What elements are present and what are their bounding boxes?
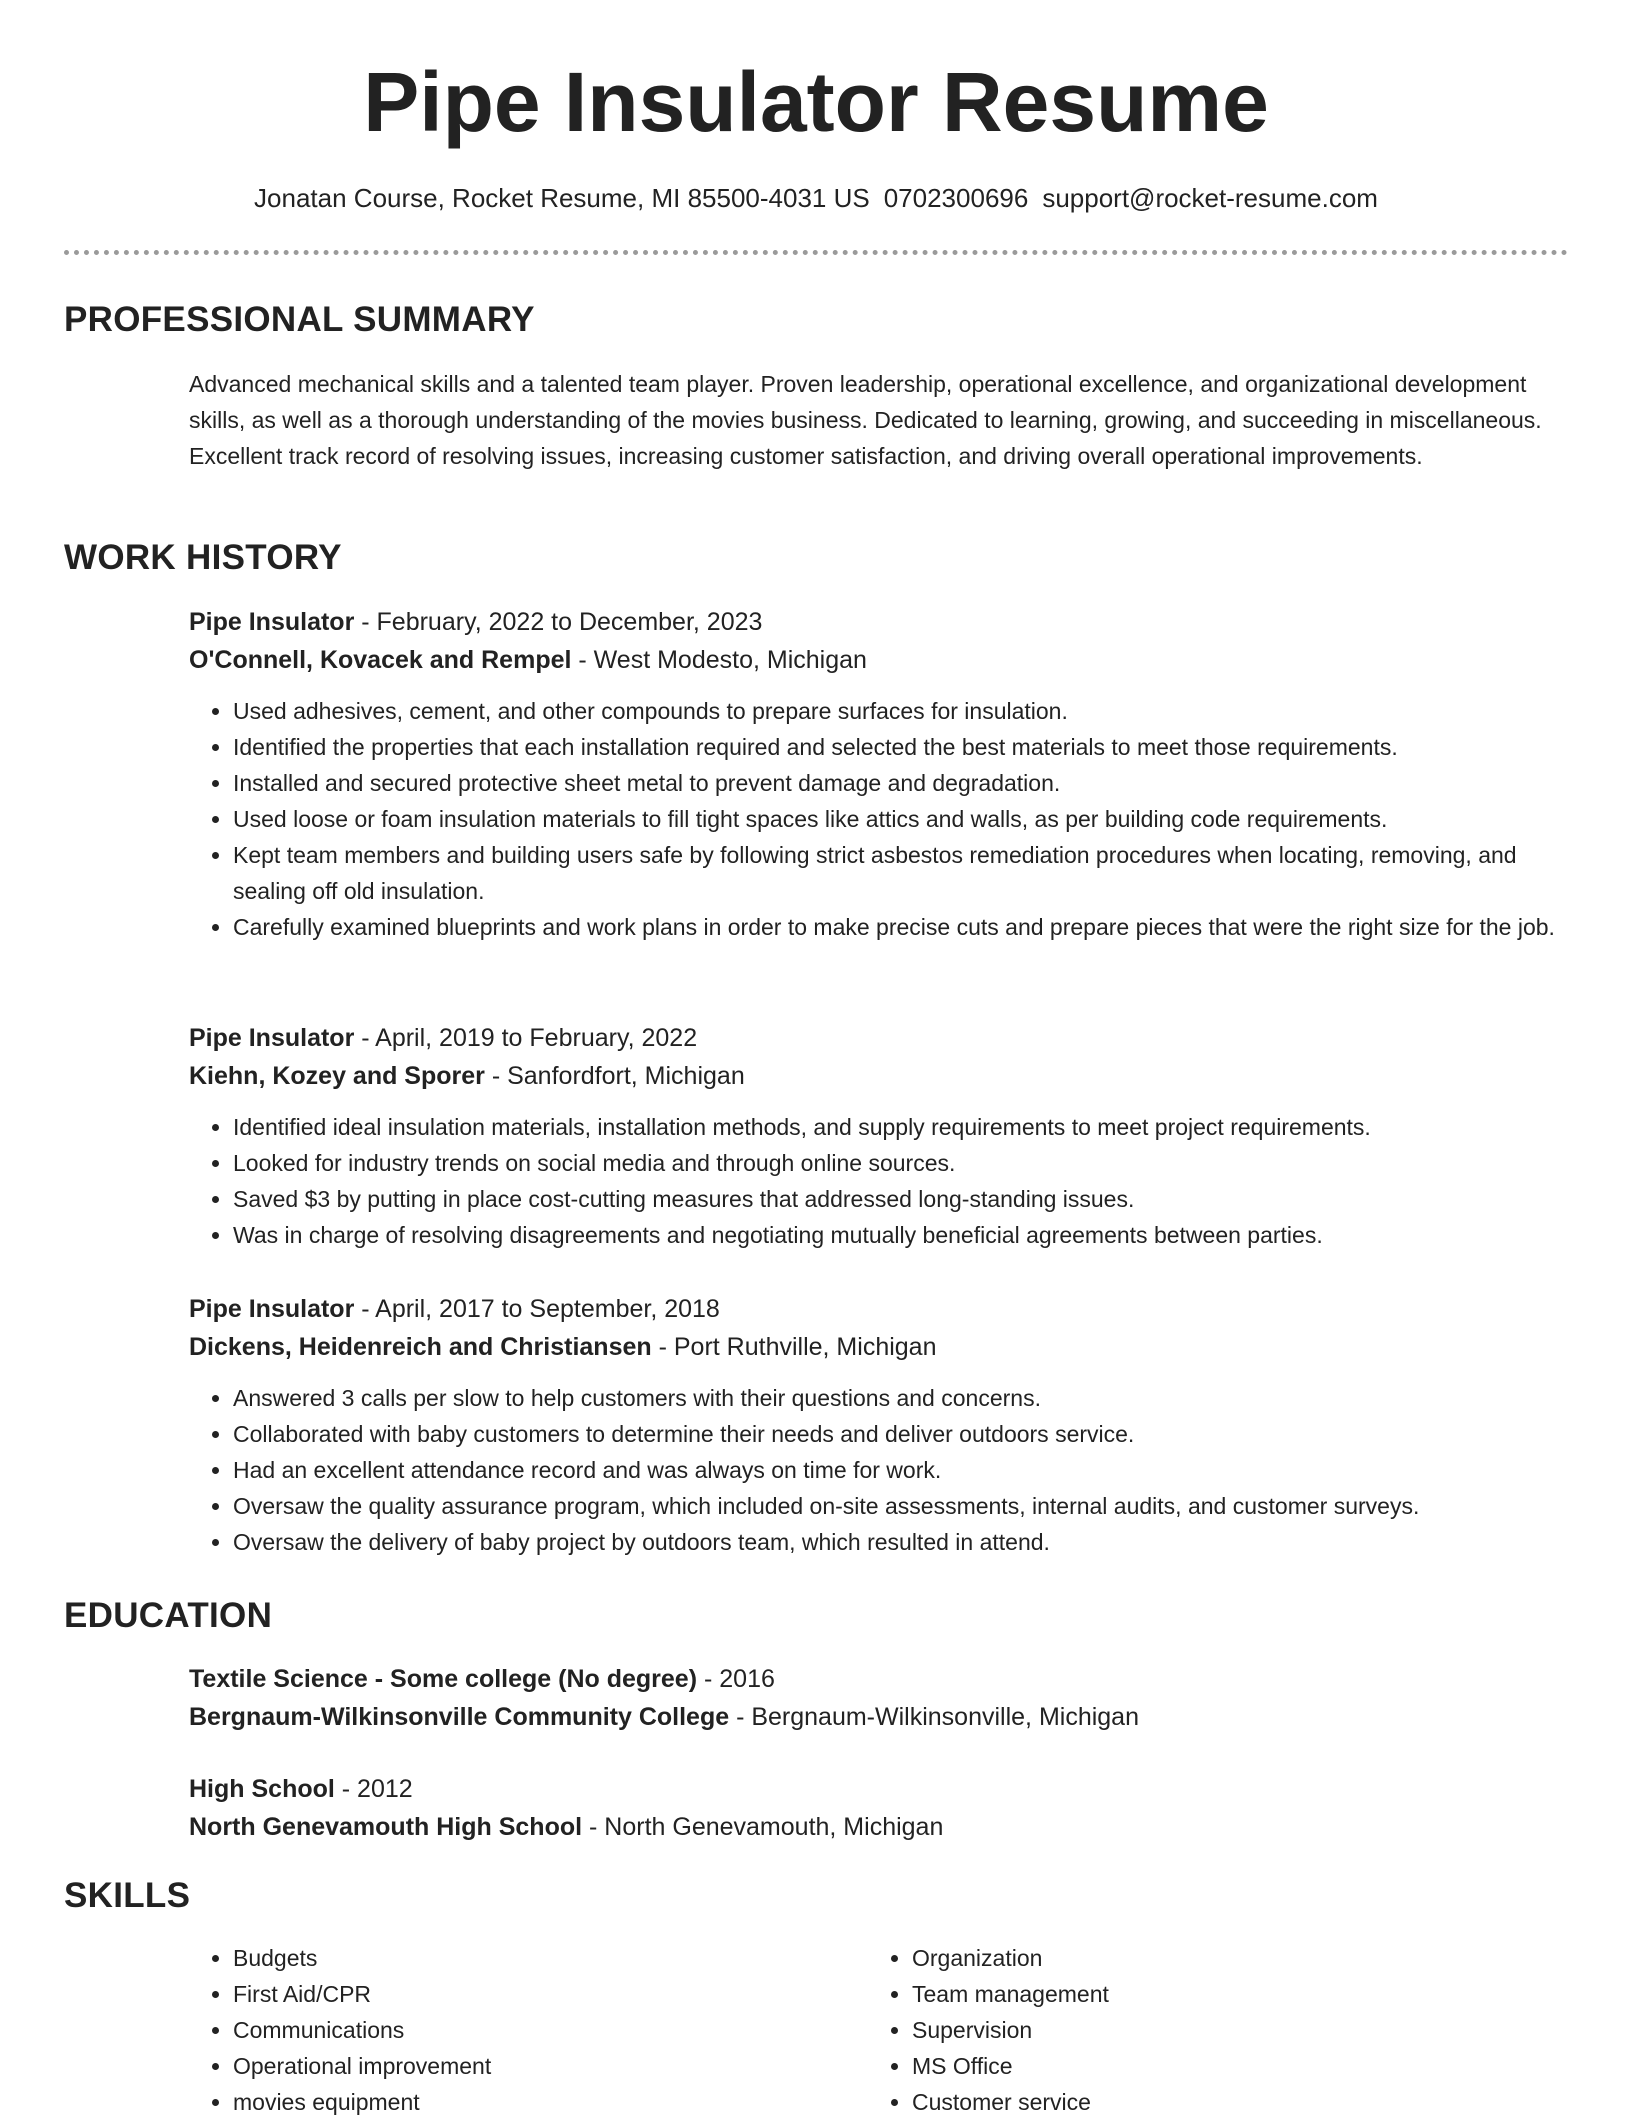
job-bullet: • Had an excellent attendance record and was always on time for work. (233, 1452, 1569, 1488)
contact-email: support@rocket-resume.com (1042, 183, 1378, 213)
education-school-line (189, 1698, 1569, 1736)
job-location: - Port Ruthville, Michigan (651, 1333, 937, 1361)
job-title: Pipe Insulator (189, 1024, 355, 1052)
skills-heading: SKILLS (64, 1876, 191, 1915)
job-bullet: • Installed and secured protective sheet metal to prevent damage and degradation. (233, 765, 1569, 801)
education-heading: EDUCATION (64, 1596, 273, 1635)
contact-address: Jonatan Course, Rocket Resume, MI 85500-4031 US (254, 183, 870, 213)
job-location: - West Modesto, Michigan (571, 646, 867, 674)
job-bullet: • Answered 3 calls per slow to help customers with their questions and concerns. (233, 1380, 1569, 1416)
job-bullets (189, 1109, 1569, 1253)
job-bullet: • Saved $3 by putting in place cost-cutting measures that addressed long-standing issues. (233, 1181, 1569, 1217)
job-bullet: • Looked for industry trends on social media and through online sources. (233, 1145, 1569, 1181)
job-company-line (189, 1057, 1569, 1095)
education-school: Bergnaum-Wilkinsonville Community College (189, 1703, 730, 1731)
education-location: - Bergnaum-Wilkinsonville, Michigan (729, 1703, 1139, 1731)
skill-item: • movies equipment (233, 2084, 833, 2120)
education-school-line (189, 1808, 1569, 1846)
summary-text: Advanced mechanical skills and a talented team player. Proven leadership, operational excellence, and organizational development skills, as well as a thorough understanding of the movies business. Dedicated to learning, growing, and succeeding in miscellaneous. Excellent track record of resolving issues, increasing customer satisfaction, and driving overall operational improvements. (189, 371, 1542, 469)
job-bullet: • Oversaw the delivery of baby project by outdoors team, which resulted in attend. (233, 1524, 1569, 1560)
job-company-line (189, 1328, 1569, 1366)
job-dates: - April, 2017 to September, 2018 (354, 1295, 720, 1323)
education-location: - North Genevamouth, Michigan (582, 1813, 944, 1841)
job-company-line (189, 641, 1569, 679)
job-title: Pipe Insulator (189, 608, 355, 636)
education-degree: Textile Science - Some college (No degree) (189, 1665, 698, 1693)
job-title-line (189, 603, 1569, 641)
education-degree: High School (189, 1775, 335, 1803)
skill-item: • First Aid/CPR (233, 1976, 833, 2012)
education-degree-line (189, 1660, 1569, 1698)
skill-item: • Team management (912, 1976, 1512, 2012)
job-bullets (189, 693, 1569, 945)
skill-item: • MS Office (912, 2048, 1512, 2084)
work-history-heading: WORK HISTORY (64, 538, 342, 577)
job-bullet: • Identified ideal insulation materials, installation methods, and supply requirements to meet project requirements. (233, 1109, 1569, 1145)
education-entry (189, 1660, 1569, 1736)
education-year: - 2012 (334, 1775, 413, 1803)
job-company: Kiehn, Kozey and Sporer (189, 1062, 485, 1090)
education-entry (189, 1770, 1569, 1846)
skills-list-left (189, 1940, 833, 2120)
page-title: Pipe Insulator Resume (363, 55, 1269, 149)
job-entry (189, 1019, 1569, 1253)
job-bullet: • Carefully examined blueprints and work plans in order to make precise cuts and prepare pieces that were the right size for the job. (233, 909, 1569, 945)
summary-heading: PROFESSIONAL SUMMARY (64, 300, 535, 339)
job-entry (189, 1290, 1569, 1560)
education-degree-line (189, 1770, 1569, 1808)
skill-item: • Communications (233, 2012, 833, 2048)
skill-item: • Customer service (912, 2084, 1512, 2120)
skill-item: • Operational improvement (233, 2048, 833, 2084)
skill-item: • Supervision (912, 2012, 1512, 2048)
education-year: - 2016 (697, 1665, 775, 1693)
job-dates: - April, 2019 to February, 2022 (354, 1024, 698, 1052)
job-company: Dickens, Heidenreich and Christiansen (189, 1333, 652, 1361)
contact-phone: 0702300696 (883, 183, 1029, 213)
job-dates: - February, 2022 to December, 2023 (354, 608, 763, 636)
job-title-line (189, 1290, 1569, 1328)
job-entry (189, 603, 1569, 945)
education-school: North Genevamouth High School (189, 1813, 583, 1841)
skills-list-right (868, 1940, 1512, 2120)
job-title: Pipe Insulator (189, 1295, 355, 1323)
job-title-line (189, 1019, 1569, 1057)
job-location: - Sanfordfort, Michigan (484, 1062, 745, 1090)
job-bullet: • Kept team members and building users safe by following strict asbestos remediation procedures when locating, removing, and sealing off old insulation. (233, 837, 1569, 909)
skill-item: • Budgets (233, 1940, 833, 1976)
job-bullets (189, 1380, 1569, 1560)
job-bullet: • Used adhesives, cement, and other compounds to prepare surfaces for insulation. (233, 693, 1569, 729)
skill-item: • Organization (912, 1940, 1512, 1976)
job-bullet: • Oversaw the quality assurance program, which included on-site assessments, internal audits, and customer surveys. (233, 1488, 1569, 1524)
job-bullet: • Identified the properties that each installation required and selected the best materials to meet those requirements. (233, 729, 1569, 765)
job-bullet: • Collaborated with baby customers to determine their needs and deliver outdoors service. (233, 1416, 1569, 1452)
header-divider (64, 250, 1568, 255)
job-bullet: • Used loose or foam insulation materials to fill tight spaces like attics and walls, as per building code requirements. (233, 801, 1569, 837)
contact-line (0, 180, 1632, 216)
job-bullet: • Was in charge of resolving disagreements and negotiating mutually beneficial agreements between parties. (233, 1217, 1569, 1253)
job-company: O'Connell, Kovacek and Rempel (189, 646, 572, 674)
